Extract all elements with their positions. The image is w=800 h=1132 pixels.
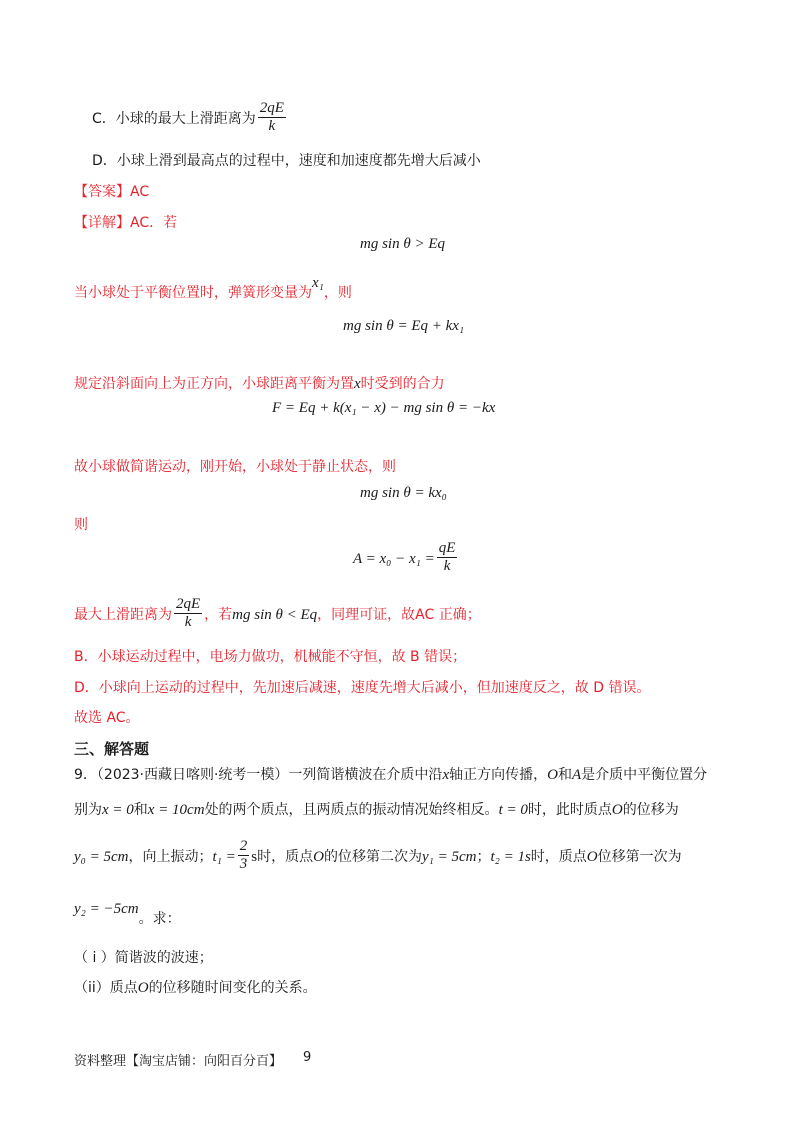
question-9-sub-2: （ii）质点O的位移随时间变化的关系。 bbox=[74, 980, 317, 996]
option-c bbox=[92, 100, 288, 135]
option-c-fraction: $\frac{2qE}{k}$ bbox=[259, 100, 284, 134]
question-9-line-2: 别为x = 0和x = 10cm处的两个质点，且两质点的振动情况始终相反。t = 0时，此时质点O的位移为 bbox=[74, 802, 679, 818]
then-line: 则 bbox=[74, 517, 88, 533]
footer-source: 资料整理【淘宝店铺：向阳百分百】 bbox=[74, 1054, 283, 1069]
equation-1: mg sin θ > Eq bbox=[360, 236, 445, 252]
option-d-explanation: D．小球向上运动的过程中，先加速后减速，速度先增大后减小，但加速度反之，故 D 错误。 bbox=[74, 680, 651, 696]
question-9-line-4: y₂ = −5cm。求： bbox=[74, 901, 181, 927]
section-title: 三、解答题 bbox=[74, 740, 150, 758]
equation-2: mg sin θ = Eq + kx₁ bbox=[343, 318, 465, 334]
balance-line: 当小球处于平衡位置时，弹簧形变量为x₁，则 bbox=[74, 275, 352, 301]
equation-4: mg sin θ = kx₀ bbox=[360, 485, 447, 501]
option-c-text: C．小球的最大上滑距离为 bbox=[92, 111, 256, 127]
question-9-line-3: y₀ = 5cm，向上振动；t₁ = $\frac{2}{3}$ s时，质点O的位移第二次为y₁ = 5cm；t₂ = 1s时，质点O位移第一次为 bbox=[74, 838, 682, 872]
equation-5: A = x₀ − x₁ = $\frac{qE}{k}$ bbox=[353, 540, 456, 574]
max-distance-line: 最大上滑距离为 $\frac{2qE}{k}$ ，若mg sin θ < Eq，同理可证，故AC 正确； bbox=[74, 596, 481, 630]
choose-line: 故选 AC。 bbox=[74, 710, 140, 726]
shm-line: 故小球做简谐运动，刚开始，小球处于静止状态，则 bbox=[74, 459, 396, 475]
option-b-explanation: B．小球运动过程中，电场力做功，机械能不守恒，故 B 错误； bbox=[74, 649, 467, 665]
page-number: 9 bbox=[303, 1050, 312, 1065]
explanation-intro: 【详解】AC．若 bbox=[74, 215, 178, 231]
answer-label: 【答案】AC bbox=[74, 184, 150, 200]
option-d: D．小球上滑到最高点的过程中，速度和加速度都先增大后减小 bbox=[92, 153, 481, 169]
x1-symbol: x₁ bbox=[312, 275, 324, 291]
equation-3: F = Eq + k(x₁ − x) − mg sin θ = −kx bbox=[272, 400, 496, 416]
question-9-sub-1: （ i ）简谐波的波速； bbox=[74, 950, 213, 966]
positive-direction-line: 规定沿斜面向上为正方向，小球距离平衡为置x时受到的合力 bbox=[74, 376, 445, 392]
question-9-line-1: 9．（2023·西藏日喀则·统考一模）一列简谐横波在介质中沿x轴正方向传播，O和A是介质中平衡位置分 bbox=[74, 767, 708, 783]
